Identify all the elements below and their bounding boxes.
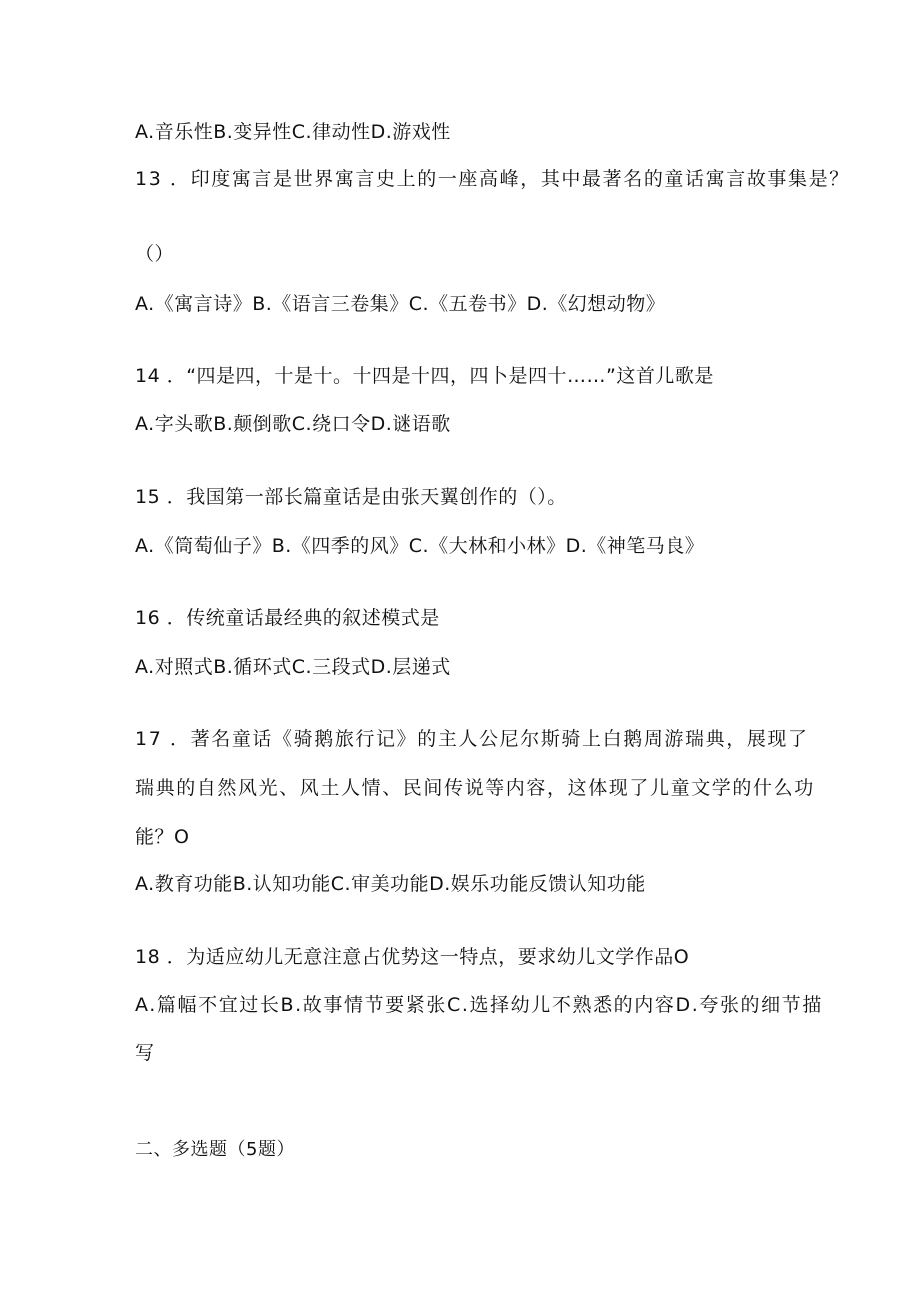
q18-question: 18 ．为适应幼儿无意注意占优势这一特点，要求幼儿文学作品O <box>135 946 690 968</box>
section-heading: 二、多选题（5题） <box>135 1139 295 1160</box>
q13-question-blank: （） <box>135 243 175 265</box>
q15-question: 15 ．我国第一部长篇童话是由张天翼创作的（）。 <box>135 486 567 508</box>
q16-question: 16 ．传统童话最经典的叙述模式是 <box>135 607 440 629</box>
q18-options-line-1: A.篇幅不宜过长B.故事情节要紧张C.选择幼儿不熟悉的内容D.夸张的细节描 <box>135 994 823 1016</box>
q13-options: A.《寓言诗》B.《语言三卷集》C.《五卷书》D.《幻想动物》 <box>135 293 666 315</box>
q14-options: A.字头歌B.颠倒歌C.绕口令D.谜语歌 <box>135 413 451 435</box>
q17-question-line-2: 瑞典的自然风光、风土人情、民间传说等内容，这体现了儿童文学的什么功 <box>135 777 815 799</box>
q13-question: 13 ．印度寓言是世界寓言史上的一座高峰，其中最著名的童话寓言故事集是？ <box>135 168 850 190</box>
q17-options: A.教育功能B.认知功能C.审美功能D.娱乐功能反馈认知功能 <box>135 873 646 895</box>
q17-question-line-3: 能？O <box>135 826 190 848</box>
q14-question: 14 ．“四是四，十是十。十四是十四，四卜是四十……”这首儿歌是 <box>135 365 714 387</box>
q12-options: A.音乐性B.变异性C.律动性D.游戏性 <box>135 121 451 143</box>
q15-options: A.《筒萄仙子》B.《四季的风》C.《大林和小林》D.《神笔马良》 <box>135 535 705 557</box>
q17-question-line-1: 17 ．著名童话《骑鹅旅行记》的主人公尼尔斯骑上白鹅周游瑞典，展现了 <box>135 728 809 750</box>
q16-options: A.对照式B.循环式C.三段式D.层递式 <box>135 656 451 678</box>
q18-options-line-2: 写 <box>135 1042 155 1064</box>
